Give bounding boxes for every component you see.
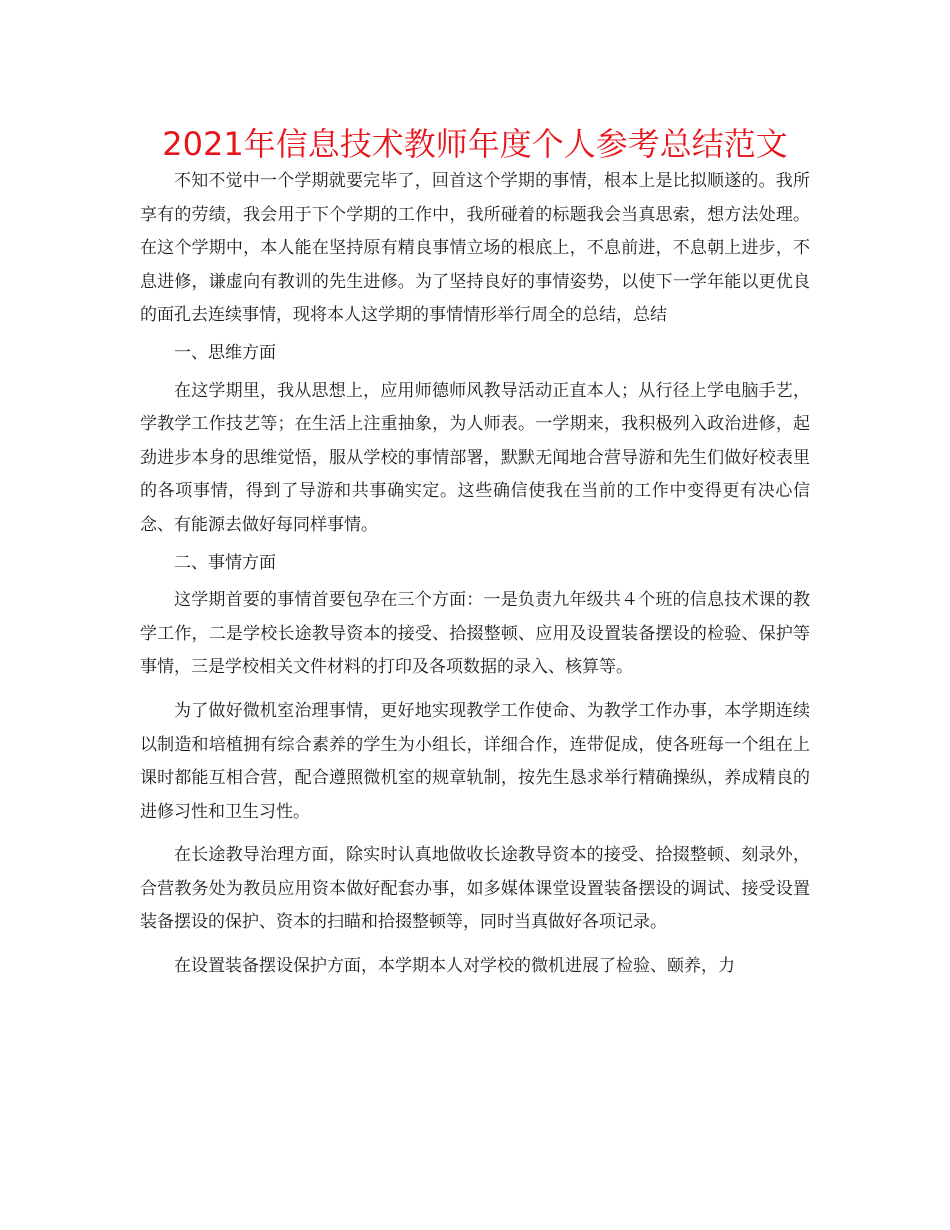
document-body — [140, 165, 810, 984]
section-heading: 一、思维方面 — [174, 342, 276, 363]
body-paragraph: 在设置装备摆设保护方面，本学期本人对学校的微机进展了检验、颐养，力 — [174, 956, 735, 977]
body-paragraph: 在这学期里，我从思想上，应用师德师风教导活动正直本人；从行径上学电脑手艺，学教学工作技艺等；在生活上注重抽象，为人师表。一学期来，我积极列入政治进修，起劲进步本身的思维觉悟，服从学校的事情部署，默默无闻地合营导游和先生们做好校表里的各项事情，得到了导游和共事确实定。这些确信使我在当前的工作中变得更有决心信念、有能源去做好每同样事情。 — [140, 380, 810, 535]
body-paragraph: 在长途教导治理方面，除实时认真地做收长途教导资本的接受、拾掇整顿、刻录外，合营教务处为教员应用资本做好配套办事，如多媒体课堂设置装备摆设的调试、接受设置装备摆设的保护、资本的扫瞄和拾掇整顿等，同时当真做好各项记录。 — [140, 845, 810, 933]
body-paragraph: 这学期首要的事情首要包孕在三个方面：一是负责九年级共４个班的信息技术课的教学工作，二是学校长途教导资本的接受、拾掇整顿、应用及设置装备摆设的检验、保护等事情，三是学校相关文件材料的打印及各项数据的录入、核算等。 — [140, 590, 810, 678]
document-title: 2021年信息技术教师年度个人参考总结范文 — [162, 125, 788, 163]
section-heading: 二、事情方面 — [174, 552, 276, 573]
body-paragraph: 为了做好微机室治理事情，更好地实现教学工作使命、为教学工作办事，本学期连续以制造和培植拥有综合素养的学生为小组长，详细合作，连带促成，使各班每一个组在上课时都能互相合营，配合遵照微机室的规章轨制，按先生恳求举行精确操纵，养成精良的进修习性和卫生习性。 — [140, 700, 810, 822]
body-paragraph: 不知不觉中一个学期就要完毕了，回首这个学期的事情，根本上是比拟顺遂的。我所享有的劳绩，我会用于下个学期的工作中，我所碰着的标题我会当真思索，想方法处理。在这个学期中，本人能在坚持原有精良事情立场的根底上，不息前进，不息朝上进步，不息进修，谦虚向有教训的先生进修。为了坚持良好的事情姿势，以使下一学年能以更优良的面孔去连续事情，现将本人这学期的事情情形举行周全的总结，总结 — [140, 171, 810, 326]
